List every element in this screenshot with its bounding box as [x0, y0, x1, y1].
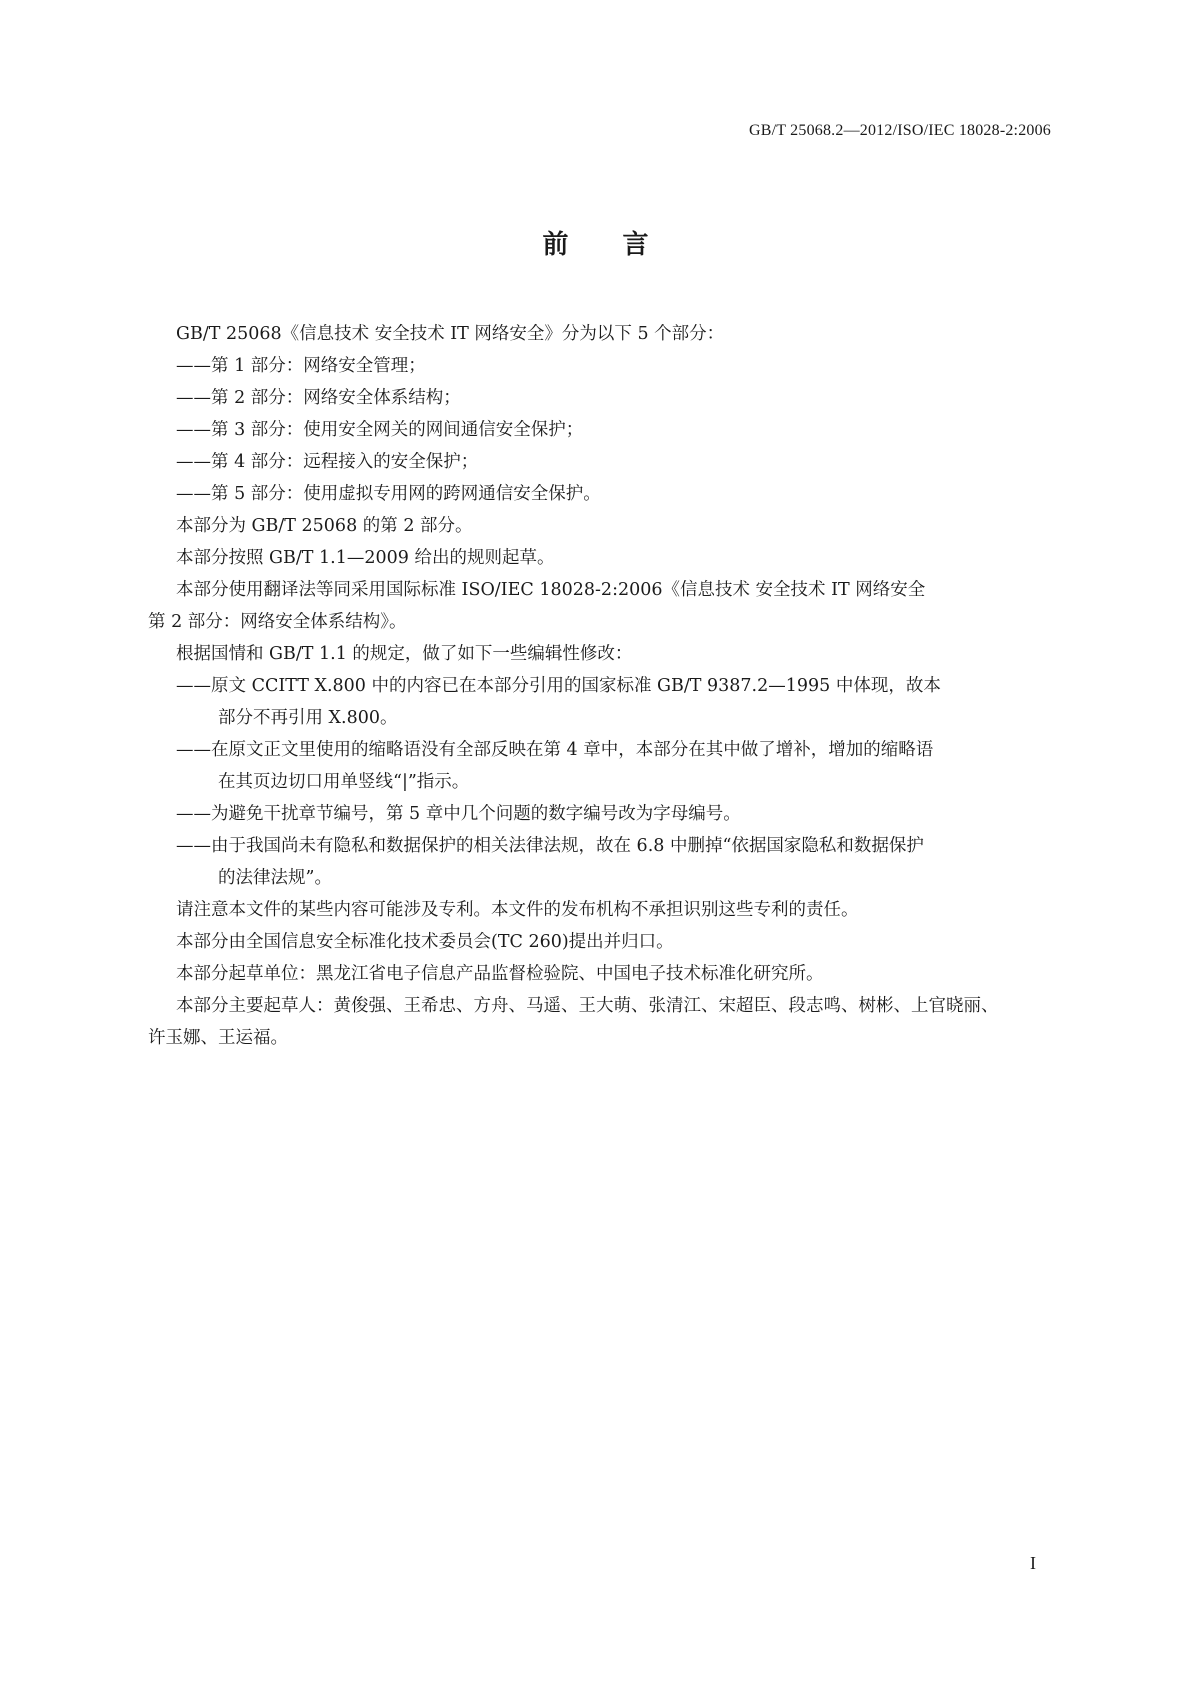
edit4-line2: 的法律法规”。 [218, 868, 332, 888]
list-item-edit2 [148, 734, 1048, 798]
patent-paragraph: 请注意本文件的某些内容可能涉及专利。本文件的发布机构不承担识别这些专利的责任。 [176, 900, 859, 920]
list-item-part3: ——第 3 部分：使用安全网关的网间通信安全保护； [176, 420, 584, 440]
edit1-line2: 部分不再引用 X.800。 [218, 708, 398, 728]
this-part-paragraph: 本部分为 GB/T 25068 的第 2 部分。 [176, 516, 473, 536]
page-title: 前言 [542, 230, 703, 260]
list-item-part5: ——第 5 部分：使用虚拟专用网的跨网通信安全保护。 [176, 484, 601, 504]
list-item-edit3: ——为避免干扰章节编号，第 5 章中几个问题的数字编号改为字母编号。 [176, 804, 741, 824]
list-item-part1: ——第 1 部分：网络安全管理； [176, 356, 426, 376]
edit1-line1: ——原文 CCITT X.800 中的内容已在本部分引用的国家标准 GB/T 9387.2—1995 中体现，故本 [176, 676, 941, 696]
edits-intro-paragraph: 根据国情和 GB/T 1.1 的规定，做了如下一些编辑性修改： [176, 644, 633, 664]
edit2-line2: 在其页边切口用单竖线“|”指示。 [218, 772, 470, 792]
edit2-line1: ——在原文正文里使用的缩略语没有全部反映在第 4 章中，本部分在其中做了增补，增加的缩略语 [176, 740, 934, 760]
drafting-units-paragraph: 本部分起草单位：黑龙江省电子信息产品监督检验院、中国电子技术标准化研究所。 [176, 964, 824, 984]
proposed-paragraph: 本部分由全国信息安全标准化技术委员会(TC 260)提出并归口。 [176, 932, 674, 952]
translation-paragraph-line1: 本部分使用翻译法等同采用国际标准 ISO/IEC 18028-2:2006《信息技术 安全技术 IT 网络安全 [176, 580, 926, 600]
drafters-paragraph-line2: 许玉娜、王运福。 [148, 1028, 288, 1048]
page-number: I [1030, 1553, 1036, 1573]
list-item-part4: ——第 4 部分：远程接入的安全保护； [176, 452, 479, 472]
drafted-per-paragraph: 本部分按照 GB/T 1.1—2009 给出的规则起草。 [176, 548, 555, 568]
standard-number-header: GB/T 25068.2—2012/ISO/IEC 18028-2:2006 [749, 122, 1051, 139]
drafters-paragraph-line1: 本部分主要起草人：黄俊强、王希忠、方舟、马遥、王大萌、张清江、宋超臣、段志鸣、树彬、上官晓丽、 [176, 996, 999, 1016]
list-item-edit4 [148, 830, 1048, 894]
list-item-edit1 [148, 670, 1048, 734]
translation-paragraph-line2: 第 2 部分：网络安全体系结构》。 [148, 612, 407, 632]
intro-paragraph: GB/T 25068《信息技术 安全技术 IT 网络安全》分为以下 5 个部分： [176, 324, 725, 344]
list-item-part2: ——第 2 部分：网络安全体系结构； [176, 388, 461, 408]
foreword-body [148, 318, 1048, 1054]
edit4-line1: ——由于我国尚未有隐私和数据保护的相关法律法规，故在 6.8 中删掉“依据国家隐私和数据保护 [176, 836, 924, 856]
